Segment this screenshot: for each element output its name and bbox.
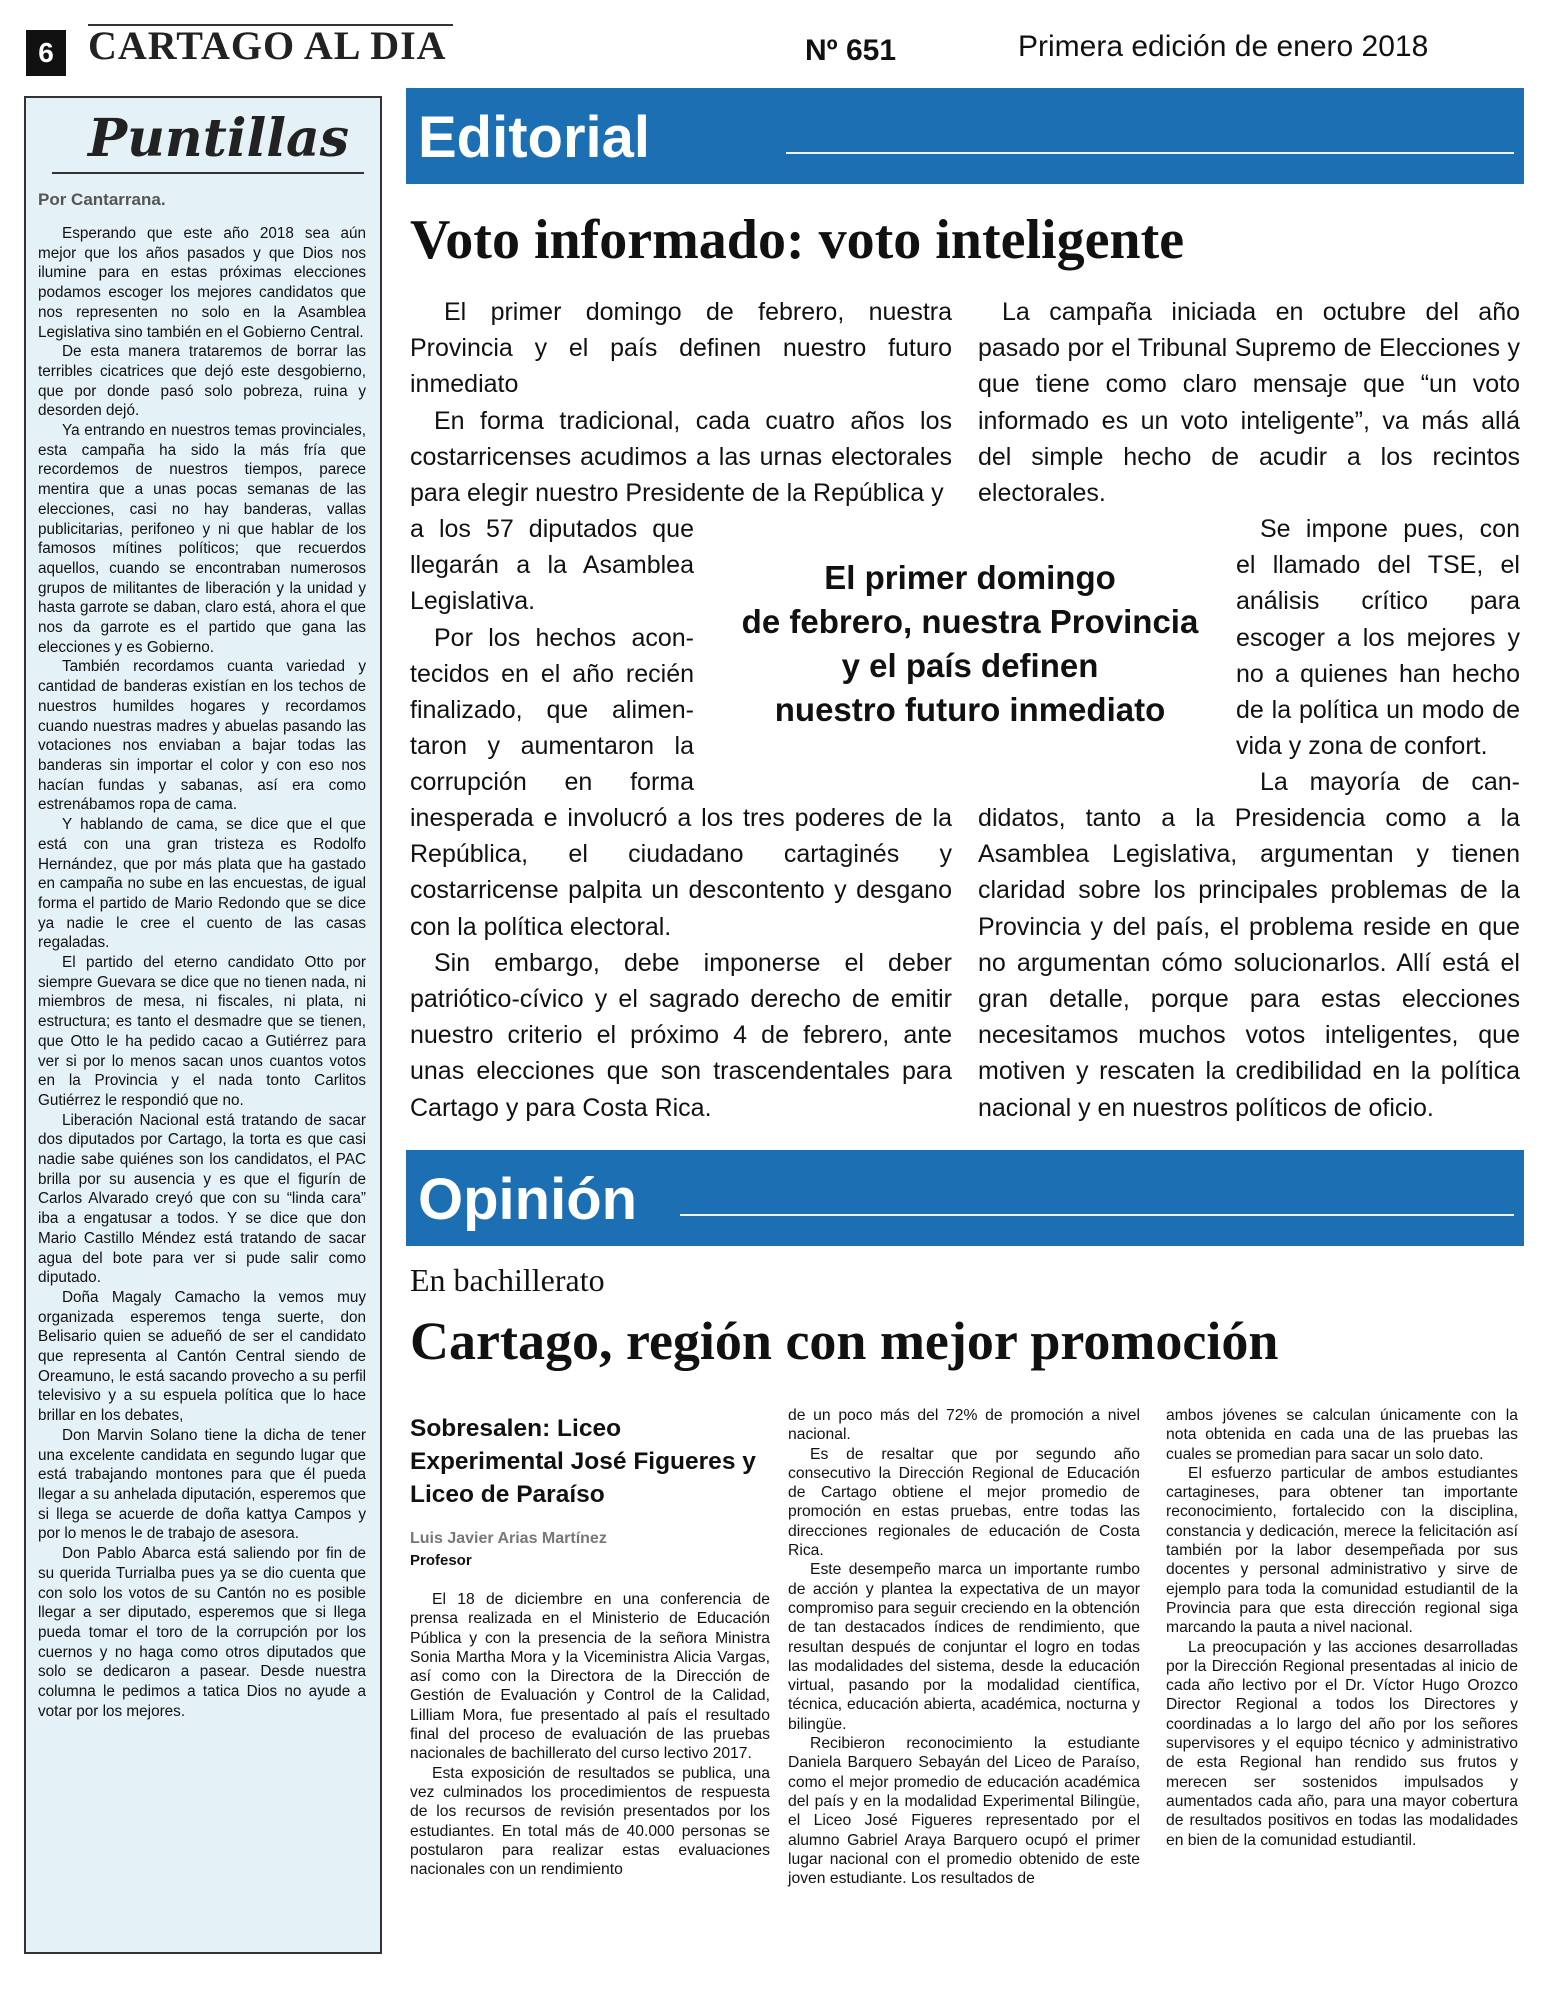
opinion-col3 [1166, 1406, 1518, 1850]
sidebar-paragraph: Don Pablo Abarca está saliendo por fin de su querida Turrialba pues ya se dio cuenta que con solo los votos de su Cantón no es posible llegar a ser diputado, esperemos que si llega pueda tomar el toro de la corrupción por los cuernos y no haga como otros diputados que solo se dedicaron a pasear. Desde nuestra columna le pedimos a tatica Dios no ayude a votar por los mejores. [38, 1545, 366, 1720]
editorial-col2-narrow [1236, 511, 1520, 801]
editorial-col2-top [978, 294, 1520, 511]
sidebar-paragraph: También recordamos cuanta variedad y cantidad de banderas existían en los techos de nuestros humildes hogares y recordamos cuando nuestras madres y abuelas pasando las votaciones nos enviaban a bajar todas las banderas sin importar el color y con eso nos hacían fundas y sabanas, así era como estrenábamos ropa de cama. [38, 658, 366, 814]
editorial-line: Por los hechos acon- [434, 623, 694, 652]
sidebar-paragraph: Esperando que este año 2018 sea aún mejor que los años pasados y que Dios nos ilumine para en estas próximas elecciones podamos escoger los mejores candidatos que nos representen no solo en la Asamblea Legislativa sino también en el Gobierno Central. [38, 225, 366, 341]
editorial-line: el llamado del TSE, el [1236, 551, 1520, 580]
opinion-paragraph: Este desempeño marca un importante rumbo de acción y plantea la expectativa de un mayor compromiso para seguir creciendo en la obtención de tan destacados índices de rendimiento, que resultan después de conjuntar el logro en todas las modalidades del sistema, desde la educación virtual, pasando por la modalidad científica, técnica, educación abierta, académica, nocturna y bilingüe. [788, 1561, 1140, 1733]
opinion-paragraph: de un poco más del 72% de promoción a nivel nacional. [788, 1407, 1140, 1444]
masthead-logo: CARTAGO AL DIA [88, 23, 447, 68]
sidebar-byline: Por Cantarrana. [38, 190, 166, 209]
editorial-line: finalizado, que alimen- [410, 696, 694, 725]
opinion-paragraph: La preocupación y las acciones desarrolladas por la Dirección Regional presentadas al inicio de cada año lectivo por el Dr. Víctor Hugo Orozco Director Regional a todos los Directores y coordinadas a lo largo del año por los señores supervisores y el equipo técnico y administrativo de esta Regional han rendido sus frutos y merecen ser sostenidos impulsados y aumentados cada año, para una mayor cobertura de resultados positivos en todas las modalidades en bien de la comunidad estudiantil. [1166, 1638, 1518, 1849]
editorial-line: corrupción en forma [410, 768, 694, 797]
opinion-section-title: Opinión [418, 1167, 638, 1232]
editorial-paragraph: El primer domingo de febrero, nuestra Provincia y el país definen nuestro futuro inmediato [410, 298, 952, 399]
opinion-paragraph: ambos jóvenes se calculan únicamente con la nota obtenida en cada una de las pruebas las cuales se promedian para sacar un solo dato. [1166, 1407, 1518, 1463]
editorial-line: tecidos en el año recién [410, 659, 694, 688]
editorial-line: taron y aumentaron la [410, 732, 694, 761]
editorial-line: La mayoría de can- [1260, 768, 1520, 797]
opinion-paragraph: Recibieron reconocimiento la estudiante Daniela Barquero Sebayán del Liceo de Paraíso, como el mejor promedio de educación académica del país y en la modalidad Experimental Bilingüe, el Liceo José Figueres representado por el alumno Gabriel Araya Barquero ocupó el primer lugar nacional con el promedio obtenido de este joven estudiante. Los resultados de [788, 1735, 1140, 1888]
editorial-col1-top [410, 294, 952, 511]
editorial-paragraph: La campaña iniciada en octubre del año pasado por el Tribunal Supremo de Elecciones y que tiene como claro mensaje que “un voto informado es un voto inteligente”, va más allá del simple hecho de acudir a los recintos electorales. [978, 298, 1520, 508]
sidebar-paragraph: Ya entrando en nuestros temas provinciales, esta campaña ha sido la más fría que recordemos de nuestros tiempos, parece mentira que a unas pocas semanas de las elecciones, casi no hay banderas, vallas publicitarias, perifoneo y ni que hablar de los famosos mítines políticos; que recuerdos aquellos, cuando se encontraban numerosos grupos de militantes de liberación y la unidad y hasta garrote se daban, claro está, ahora el que nos da garrote es el partido que gana las elecciones y es Gobierno. [38, 422, 366, 656]
editorial-line: Se impone pues, con [1260, 515, 1520, 543]
issue-number: Nº 651 [805, 34, 897, 67]
editorial-line: Legislativa. [410, 587, 536, 616]
author-role: Profesor [410, 1552, 472, 1569]
editorial-line: a los 57 diputados que [410, 515, 694, 543]
editorial-line: vida y zona de confort. [1236, 732, 1488, 761]
editorial-paragraph: Sin embargo, debe imponerse el deber patriótico-cívico y el sagrado derecho de emitir nuestro criterio el próximo 4 de febrero, ante unas elecciones que son trascendentales para Cartago y para Costa Rica. [410, 948, 952, 1122]
sidebar-paragraph: Don Marvin Solano tiene la dicha de tener una excelente candidata en segundo lugar que está trabajando montones para que él pueda llegar a su anhelada diputación, esperemos que si llega se acuerde de doña kattya Campos y por lo menos le de trabajo de asesora. [38, 1426, 366, 1543]
edition-date: Primera edición de enero 2018 [1018, 30, 1429, 63]
opinion-kicker: En bachillerato [410, 1262, 605, 1298]
sidebar-paragraph: Y hablando de cama, se dice que el que está con una gran tristeza es Rodolfo Hernández, que por más plata que ha gastado en campaña no sube en las encuestas, de igual forma el partido de Mario Redondo que se dice ya nadie le cree el cuento de las casas regaladas. [38, 816, 366, 952]
opinion-paragraph: Es de resaltar que por segundo año consecutivo la Dirección Regional de Educación de Cartago obtiene el mejor promedio de promoción en estas pruebas, entre todas las direcciones regionales de educación de Costa Rica. [788, 1445, 1140, 1560]
opinion-banner-rule [680, 1214, 1514, 1216]
editorial-line: escoger a los mejores y [1236, 623, 1520, 652]
opinion-headline: Cartago, región con mejor promoción [410, 1311, 1279, 1371]
editorial-line: llegarán a la Asamblea [410, 551, 694, 580]
pullquote-line: El primer domingo [824, 559, 1116, 596]
pullquote-line: nuestro futuro inmediato [774, 691, 1166, 728]
sidebar-title-rule [52, 172, 364, 174]
editorial-col1-narrow [410, 511, 694, 801]
editorial-paragraph: didatos, tanto a la Presidencia como a la Asamblea Legislativa, argumentan y tienen claridad sobre los principales problemas de la Provincia y del país, el problema reside en que no argumentan cómo solucionarlos. Allí está el gran detalle, porque para estas elecciones necesitamos muchos votos inteligentes, que motiven y rescaten la credibilidad en la política nacional y en nuestros políticos de oficio. [978, 804, 1520, 1122]
opinion-col1 [410, 1590, 770, 1879]
sidebar-paragraph: Liberación Nacional está tratando de sacar dos diputados por Cartago, la torta es que casi nadie sabe quiénes son los candidatos, el PAC brilla por su ausencia y es que el figurín de Carlos Alvarado creyó que con su “linda cara” iba a engatusar a todos. Y se dice que don Mario Castillo Méndez está tratando de sacar agua del bote para ver si pude salir como diputado. [38, 1111, 366, 1287]
editorial-paragraph: En forma tradicional, cada cuatro años los costarricenses acudimos a las urnas electorales para elegir nuestro Presidente de la República y [410, 406, 952, 508]
opinion-paragraph: El 18 de diciembre en una conferencia de prensa realizada en el Ministerio de Educación Pública y con la presencia de la señora Ministra Sonia Martha Mora y la Viceministra Alicia Vargas, así como con la Directora de la Dirección de Gestión de Evaluación y Control de la Calidad, Lilliam Mora, fue presentado al país el resultado final del proceso de evaluación de las pruebas nacionales de bachillerato del curso lectivo 2017. [410, 1591, 770, 1763]
editorial-col2-bottom [978, 800, 1520, 1126]
sidebar-title: Puntillas [88, 108, 349, 169]
opinion-paragraph: Esta exposición de resultados se publica, una vez culminados los procedimientos de respuesta de los recursos de revisión presentados por los estudiantes. En total más de 40.000 personas se postularon para realizar estas evaluaciones nacionales con un rendimiento [410, 1764, 770, 1879]
pullquote-line: y el país definen [841, 647, 1099, 684]
editorial-banner-rule [786, 152, 1514, 154]
editorial-pullquote [700, 556, 1240, 732]
sidebar-paragraph: Doña Magaly Camacho la vemos muy organizada esperemos tenga suerte, don Belisario quien se adueñó de ser el candidato que representa al Cantón Central siendo de Oreamuno, le está sacando provecho a su perfil televisivo y a su espuela política que lo hace brillar en los debates, [38, 1288, 366, 1425]
editorial-section-title: Editorial [418, 105, 651, 170]
sidebar-body [38, 224, 366, 1721]
author-name: Luis Javier Arias Martínez [410, 1530, 607, 1547]
page-number: 6 [26, 30, 66, 76]
editorial-paragraph: inesperada e involucró a los tres poderes de la República, el ciudadano cartaginés y costarricense palpita un descontento y desgano con la política electoral. [410, 804, 952, 941]
opinion-col2 [788, 1406, 1140, 1888]
opinion-subhead: Sobresalen: Liceo Experimental José Figueres y Liceo de Paraíso [410, 1415, 756, 1508]
sidebar-paragraph: El partido del eterno candidato Otto por siempre Guevara se dice que no tienen nada, ni miembros de mesa, ni fiscales, ni plata, ni estructura; es tanto el desmadre que se tienen, que Otto le ha pedido cacao a Gutiérrez para ver si por lo menos sacan unos cuantos votos en la Provincia y el nada tonto Carlitos Gutiérrez le respondió que no. [38, 954, 366, 1109]
editorial-line: no a quienes han hecho [1236, 659, 1520, 688]
opinion-paragraph: El esfuerzo particular de ambos estudiantes cartagineses, para obtener tan importante reconocimiento, fortalecido con la disciplina, constancia y dedicación, merece la felicitación así también por la labor desempeñada por sus docentes y personal administrativo y sirve de ejemplo para toda la comunidad estudiantil de la Provincia para que esta dirección regional siga marcando la pauta a nivel nacional. [1166, 1464, 1518, 1637]
pullquote-line: de febrero, nuestra Provincia [741, 603, 1199, 640]
editorial-line: análisis crítico para [1236, 587, 1520, 616]
sidebar-paragraph: De esta manera trataremos de borrar las terribles cicatrices que dejó este desgobierno, que por donde pasó solo pobreza, ruina y desorden dejó. [38, 343, 366, 420]
editorial-col1-bottom [410, 800, 952, 1126]
editorial-line: de la política un modo de [1236, 696, 1520, 725]
editorial-headline: Voto informado: voto inteligente [410, 209, 1185, 271]
